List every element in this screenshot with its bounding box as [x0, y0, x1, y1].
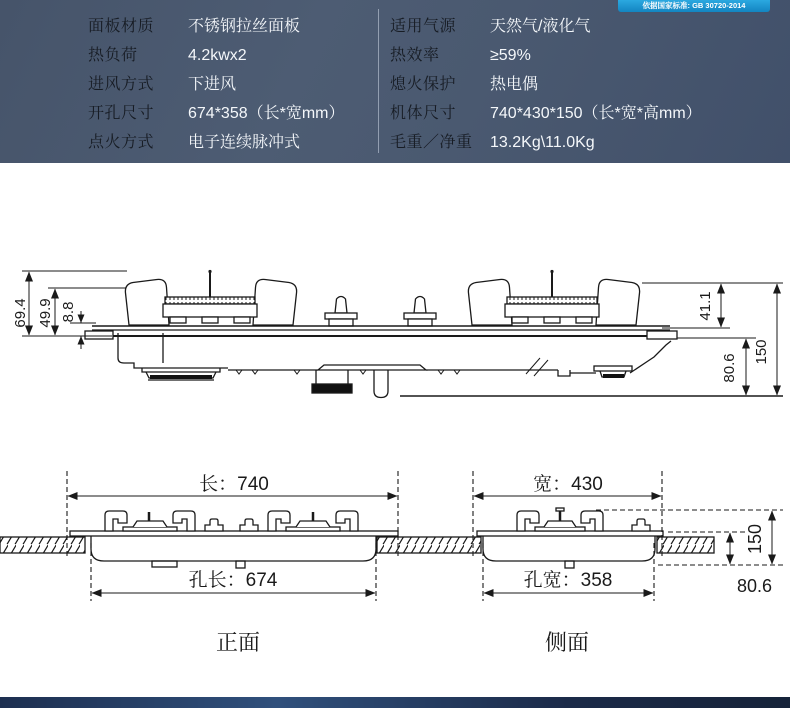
- spec-row: [390, 99, 780, 128]
- cooktop-panel: [85, 326, 677, 339]
- front-pan-supports: [105, 511, 358, 531]
- spec-row: [390, 70, 780, 99]
- spec-value: 740*430*150（长*宽*高mm）: [490, 105, 702, 122]
- footer-accent-bar: [0, 697, 790, 708]
- spec-label: 点火方式: [88, 134, 155, 151]
- spec-column-right: [390, 12, 780, 157]
- spec-label: 开孔尺寸: [88, 105, 155, 122]
- spec-label: 机体尺寸: [390, 105, 457, 122]
- spec-row: [88, 41, 376, 70]
- technical-drawing: [0, 163, 790, 708]
- column-divider: [378, 9, 379, 153]
- spec-value: 不锈钢拉丝面板: [188, 18, 301, 35]
- dim-80-6-section: 80.6: [721, 353, 738, 383]
- front-view-title: 正面: [215, 630, 261, 655]
- spec-label: 毛重／净重: [390, 134, 473, 151]
- countertop-hatch-left: [0, 537, 85, 553]
- dim-length-740: 长：740: [199, 474, 269, 495]
- side-pan-supports: [517, 508, 650, 531]
- spec-label: 熄火保护: [390, 76, 457, 93]
- spec-value: 天然气/液化气: [490, 18, 591, 35]
- control-knobs: [325, 297, 436, 327]
- spec-row: [88, 70, 376, 99]
- spec-row: [88, 99, 376, 128]
- spec-row: [390, 41, 780, 70]
- spec-value: ≥59%: [490, 47, 531, 64]
- sunken-body-side: [483, 536, 655, 561]
- spec-label: 热负荷: [88, 47, 138, 64]
- spec-row: [390, 12, 780, 41]
- spec-row: [88, 128, 376, 157]
- spec-header: [0, 0, 790, 163]
- dim-hole-width-358: 孔宽：358: [523, 570, 613, 591]
- sunken-body: [91, 536, 376, 561]
- dim-hole-length-674: 孔长：674: [188, 570, 278, 591]
- dim-80-6-side: 80.6: [737, 576, 773, 596]
- side-view-drawing: [473, 471, 783, 655]
- panel-edge-side: [477, 531, 663, 536]
- spec-row: [390, 128, 780, 157]
- spec-value: 674*358（长*宽mm）: [188, 105, 345, 122]
- spec-row: [88, 12, 376, 41]
- spec-value: 4.2kwx2: [188, 47, 247, 64]
- panel-edge: [70, 531, 398, 536]
- spec-label: 热效率: [390, 47, 440, 64]
- spec-value: 下进风: [188, 76, 237, 93]
- spec-value: 13.2Kg\11.0Kg: [490, 134, 595, 151]
- dim-150-side: 150: [745, 523, 765, 555]
- spec-label: 适用气源: [390, 18, 457, 35]
- dim-49-9: 49.9: [37, 298, 54, 328]
- spec-label: 进风方式: [88, 76, 155, 93]
- dim-41-1: 41.1: [697, 291, 714, 321]
- right-burner-head: [505, 270, 599, 323]
- spec-value: 电子连续脉冲式: [188, 134, 301, 151]
- spec-column-left: [88, 12, 376, 157]
- countertop-hatch-middle: [377, 537, 481, 553]
- spec-label: 面板材质: [88, 18, 155, 35]
- stove-under-body: [118, 333, 783, 398]
- dim-69-4: 69.4: [12, 298, 29, 328]
- countertop-hatch-right: [657, 537, 714, 553]
- national-standard-badge: 依据国家标准: GB 30720-2014: [618, 0, 770, 12]
- side-view-title: 侧面: [544, 630, 590, 655]
- cross-section-drawing: [12, 270, 783, 398]
- dim-8-8: 8.8: [60, 301, 77, 323]
- dim-150-section: 150: [753, 339, 770, 365]
- front-view-drawing: [0, 471, 481, 655]
- left-burner-head: [163, 270, 257, 323]
- spec-value: 热电偶: [490, 76, 539, 93]
- dim-width-430: 宽：430: [533, 474, 603, 495]
